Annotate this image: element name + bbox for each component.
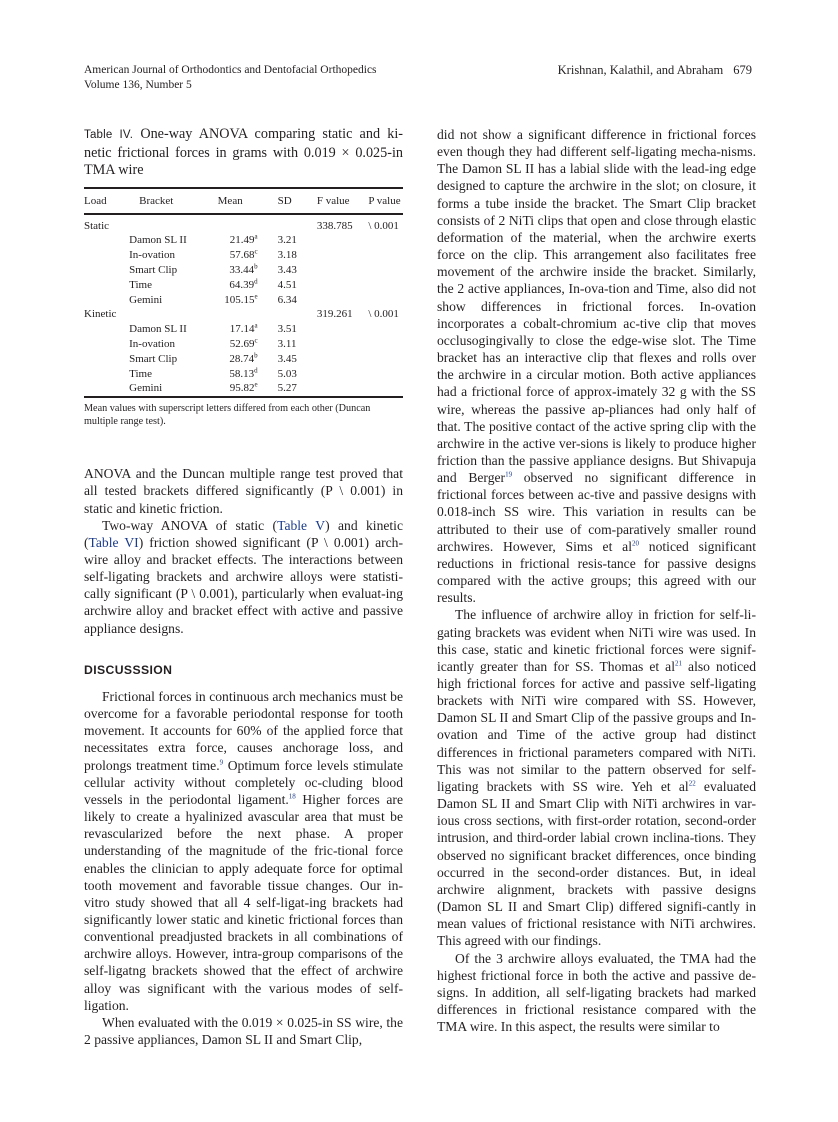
table-caption [84, 126, 403, 180]
table-row [84, 233, 403, 248]
table-row [84, 278, 403, 293]
table-row [84, 367, 403, 382]
paragraph: Two-way ANOVA of static (Table V) and kinetic (Table VI) friction showed significant (P \ 0.001) arch-wire alloy and bracket effects. The interactions between self-ligating brackets and archwire alloys were statisti-cally significant (P \ 0.001), particularly when evaluat-ing archwire alloy and bracket effect with active and passive appliance designs. [84, 517, 403, 636]
table-row [84, 322, 403, 337]
bracket: In-ovation [129, 249, 175, 262]
sd: 3.45 [277, 352, 297, 365]
mean: 57.68 [229, 249, 255, 262]
mean-superscript: a [254, 321, 258, 330]
citation-link[interactable]: 22 [688, 779, 696, 788]
col-header-bracket: Bracket [129, 188, 206, 214]
bracket: Smart Clip [129, 352, 178, 365]
paragraph: Of the 3 archwire alloys evaluated, the TMA had the highest frictional force in both the active and passive de-signs. In addition, all self-ligating brackets had marked differences in frictional resistance compared with the TMA wire. In this aspect, the results were similar to [437, 950, 756, 1035]
citation-link[interactable]: 18 [288, 792, 296, 801]
running-header-authors [558, 63, 752, 78]
mean: 21.49 [229, 234, 255, 247]
mean: 105.15 [224, 293, 255, 306]
mean-superscript: e [254, 380, 258, 389]
citation-link[interactable]: 9 [219, 758, 224, 767]
f-value: 319.261 [316, 308, 353, 321]
table-row [84, 248, 403, 263]
anova-table [84, 187, 403, 429]
mean-superscript: d [254, 365, 258, 374]
paragraph: Frictional forces in continuous arch mechanics must be overcome for a favorable periodontal response for tooth movement. It accounts for 60% of the applied force that necessitates extra force, causes anchorage loss, and prolongs treatment time.$^9$ Optimum force levels stimulate cellular activity without completely oc-cluding blood vessels in the periodontal ligament.$^{18}$ Higher forces are likely to create a hyalinized avascular area that must be revascularized before the next phase. A proper understanding of the magnitude of the fric-tional force enables the clinician to apply adequate force for optimal tooth movement and favorable tissue changes. Our in-vitro study showed that all 4 self-ligat-ing brackets had significantly lower static and kinetic frictional forces than conventional preadjusted brackets in all combinations of archwire alloys. However, intra-group comparisons of the self-ligatng brackets showed that the effect of archwire alloy was significant with the various modes of self-ligation. [84, 688, 403, 1013]
bracket: Time [129, 367, 152, 380]
mean-superscript: c [254, 247, 258, 256]
mean-superscript: b [254, 262, 258, 271]
running-header-journal [84, 63, 377, 93]
table-caption-text: One-way ANOVA comparing static and ki-netic frictional forces in grams with 0.019 × 0.025-in TMA wire [84, 126, 404, 178]
paragraph: The influence of archwire alloy in friction for self-li-gating brackets was evident when NiTi wire was used. In this case, static and kinetic frictional forces were signif-icantly greater than for SS. Thomas et $al^{21}$ also noticed high frictional forces for active and passive self-ligating brackets with NiTi wire compared with SS. However, Damon SL II and Smart Clip of the passive groups and In-ovation and Time of the active group had distinct differences in frictional parameters compared with NiTi. This was not similar to the pattern observed for self-ligating brackets with SS wire. Yeh et $al^{22}$ evaluated Damon SL II and Smart Clip with NiTi archwires in var-ious cross sections, with first-order rotation, second-order intrusion, and third-order labial crown inclina-tions. They observed no significant bracket differences, once binding occurred in the second-order distances. But, in ideal archwire alignment, brackets with passive designs (Damon SL II and Smart Clip) differed signifi-cantly in mean values of frictional resistance with NiTi archwires. This agreed with our findings. [437, 607, 756, 949]
col-header-p-value: P value [368, 188, 403, 214]
col-header-mean: Mean [206, 188, 258, 214]
paragraph: did not show a significant difference in frictional forces even though they had different self-ligating mecha-nisms. The Damon SL II has a labial slide with the lead-ing edge designed to capture the archwire in the slot; on closure, it forms a tube inside the bracket. The Smart Clip bracket consists of 2 NiTi clips that open and close through elastic deformation of the material, when the archwire exerts force on the clip. This arrangement also facilitates free movement of the archwire inside the bracket. Similarly, the 2 active appliances, In-ova-tion and Time, also did not show differences in frictional forces. In-ovation incorporates a cobalt-chromium ac-tive clip that moves occlusogingivally to close the edge-wise slot. The Time bracket has an interactive clip that flexes and rolls over the archwire in a circular motion. Both active appliances had a frictional force of approx-imately 32 g with the SS wire, whereas the passive ap-pliances had only half of that. The positive contact of the active spring clip with the archwire in the active ver-sions is likely to produce higher friction than the passive appliance designs. But Shivapuja and Berger$^{19}$ observed no significant difference in frictional forces between ac-tive and passive designs with 0.018-inch SS wire. This variation in results can be attributed to their use of com-paratively smaller round archwires. However, Sims et $al^{20}$ noticed significant reductions in frictional resis-tance for passive designs compared with the active groups; this agreed with our results. [437, 127, 756, 606]
left-column [84, 126, 403, 1048]
bracket: Damon SL II [129, 323, 187, 336]
mean: 52.69 [229, 338, 255, 351]
bracket: Smart Clip [129, 264, 178, 277]
sd: 3.21 [277, 234, 297, 247]
paragraph: When evaluated with the 0.019 × 0.025-in SS wire, the 2 passive appliances, Damon SL II and Smart Clip, [84, 1014, 403, 1048]
paragraph: ANOVA and the Duncan multiple range test proved that all tested brackets differed significantly (P \ 0.001) in static and kinetic friction. [84, 466, 403, 516]
sd: 3.51 [277, 323, 297, 336]
citation-link[interactable]: 19 [505, 470, 513, 479]
journal-title: American Journal of Orthodontics and Dentofacial Orthopedics [84, 64, 377, 76]
f-value: 338.785 [316, 219, 353, 232]
citation-link[interactable]: 21 [674, 659, 682, 668]
section-heading: DISCUSSSION [84, 662, 173, 677]
mean-superscript: e [254, 291, 258, 300]
bracket: In-ovation [129, 338, 175, 351]
sd: 3.18 [277, 249, 297, 262]
table-header-row [84, 188, 403, 214]
mean: 33.44 [229, 264, 255, 277]
page-number: 679 [733, 63, 752, 77]
p-value: \ 0.001 [368, 308, 399, 321]
bracket: Damon SL II [129, 234, 187, 247]
table-group-row [84, 307, 403, 322]
table-row [84, 352, 403, 367]
mean-superscript: b [254, 351, 258, 360]
sd: 3.43 [277, 264, 297, 277]
mean-superscript: c [254, 336, 258, 345]
p-value: \ 0.001 [368, 219, 399, 232]
col-header-f-value: F value [317, 188, 368, 214]
sd: 4.51 [277, 278, 297, 291]
table-row [84, 381, 403, 397]
table-group-row [84, 214, 403, 234]
table-vi-link[interactable]: Table VI [88, 534, 139, 550]
table-v-link[interactable]: Table V [277, 517, 326, 533]
mean-superscript: a [254, 232, 258, 241]
journal-volume: Volume 136, Number 5 [84, 79, 192, 91]
table-row [84, 293, 403, 308]
mean: 58.13 [229, 367, 255, 380]
mean: 28.74 [229, 352, 255, 365]
citation-link[interactable]: 20 [631, 539, 639, 548]
table-row [84, 263, 403, 278]
authors: Krishnan, Kalathil, and Abraham [557, 63, 724, 77]
bracket: Gemini [129, 382, 163, 395]
table-footnote: Mean values with superscript letters differed from each other (Duncan multiple range test). [84, 397, 403, 428]
load-label: Kinetic [84, 308, 117, 321]
load-label: Static [84, 219, 110, 232]
col-header-sd: SD [258, 188, 317, 214]
mean-superscript: d [254, 277, 258, 286]
right-column [437, 126, 756, 1035]
table-label: Table IV. [84, 129, 134, 141]
sd: 3.11 [277, 338, 297, 351]
bracket: Gemini [129, 293, 163, 306]
col-header-load: Load [84, 188, 129, 214]
mean: 95.82 [229, 382, 255, 395]
sd: 5.03 [277, 367, 297, 380]
bracket: Time [129, 278, 152, 291]
mean: 64.39 [229, 278, 255, 291]
table-row [84, 337, 403, 352]
mean: 17.14 [229, 323, 255, 336]
sd: 5.27 [277, 382, 297, 395]
sd: 6.34 [277, 293, 297, 306]
